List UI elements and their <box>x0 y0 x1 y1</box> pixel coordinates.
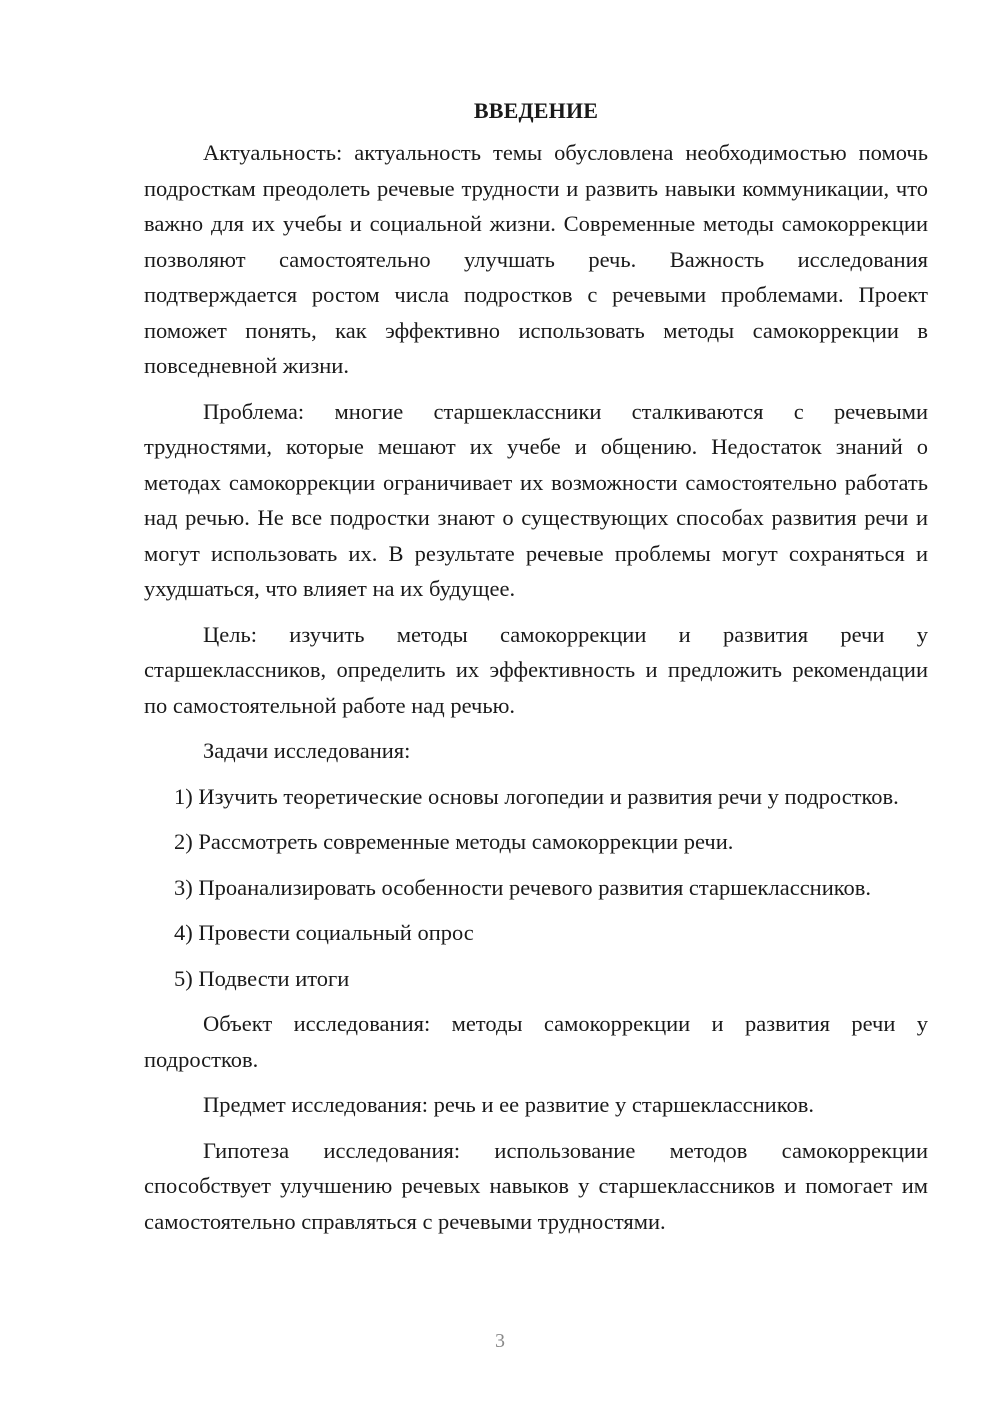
task-item: 5) Подвести итоги <box>174 965 350 991</box>
page-number: 3 <box>495 1330 505 1352</box>
subject-paragraph: Предмет исследования: речь и ее развитие у старшеклассников. <box>203 1092 814 1117</box>
relevance-paragraph: Актуальность: актуальность темы обусловлена необходимостью помочь подросткам преодолеть речевые трудности и развить навыки коммуникации, что важно для их учебы и социальной жизни. Современные методы самокоррекции позволяют самостоятельно улучшать речь. Важность исследования подтверждается ростом числа подростков с речевыми проблемами. Проект поможет понять, как эффективно использовать методы самокоррекции в повседневной жизни. <box>144 140 928 378</box>
page-title: ВВЕДЕНИЕ <box>473 98 599 123</box>
task-item: 3) Проанализировать особенности речевого развития старшеклассников. <box>174 874 872 900</box>
task-item: 1) Изучить теоретические основы логопедии и развития речи у подростков. <box>174 783 899 809</box>
tasks-title: Задачи исследования: <box>203 738 411 763</box>
hypothesis-paragraph: Гипотеза исследования: использование методов самокоррекции способствует улучшению речевых навыков у старшеклассников и помогает им самостоятельно справляться с речевыми трудностями. <box>144 1137 928 1234</box>
task-item: 2) Рассмотреть современные методы самокоррекции речи. <box>174 829 734 854</box>
problem-paragraph: Проблема: многие старшеклассники сталкиваются с речевыми трудностями, которые мешают их учебе и общению. Недостаток знаний о методах самокоррекции ограничивает их возможности самостоятельно работать над речью. Не все подростки знают о существующих способах развития речи и могут использовать их. В результате речевые проблемы могут сохраняться и ухудшаться, что влияет на их будущее. <box>144 398 928 601</box>
goal-paragraph: Цель: изучить методы самокоррекции и развития речи у старшеклассников, определить их эффективность и предложить рекомендации по самостоятельной работе над речью. <box>144 621 928 718</box>
task-item: 4) Провести социальный опрос <box>174 920 474 945</box>
object-paragraph: Объект исследования: методы самокоррекции и развития речи у подростков. <box>144 1011 928 1072</box>
page-body <box>144 94 928 1249</box>
